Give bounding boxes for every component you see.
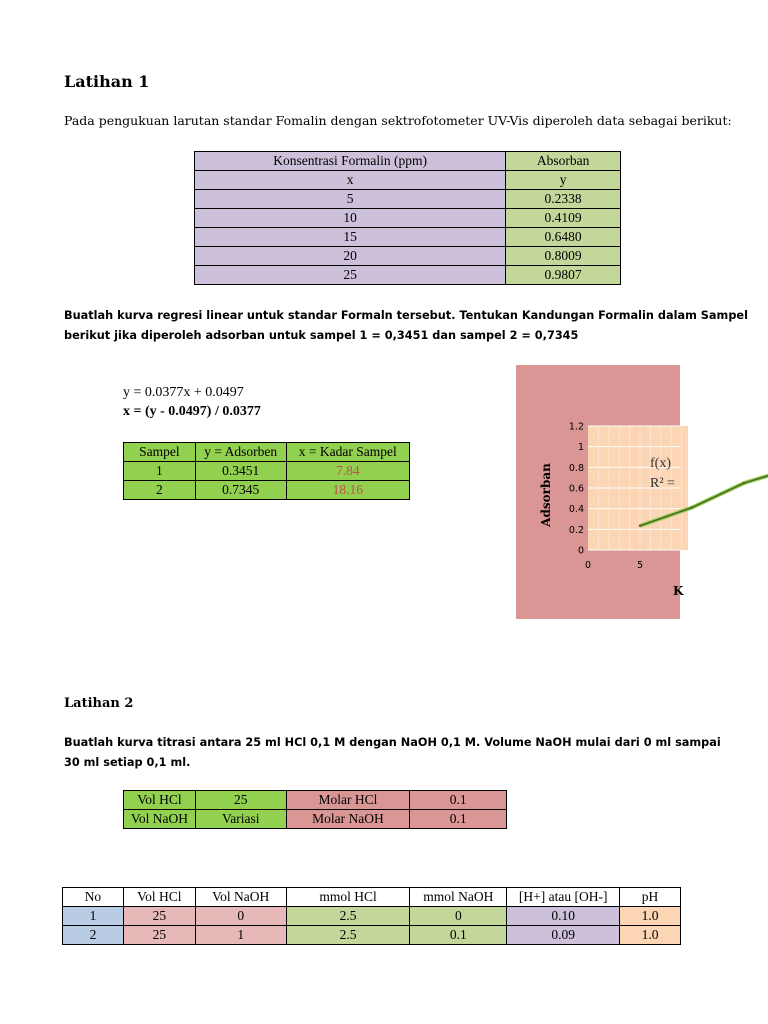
chart-x-tick-label: 0 [584, 560, 592, 571]
titration-vol-naoh: 0 [195, 907, 286, 926]
titration-vol-hcl: 25 [123, 926, 195, 945]
sample-table [123, 442, 410, 500]
chart-y-tick-label: 1 [577, 442, 584, 454]
titration-header: No [63, 888, 124, 907]
standard-y: 0.4109 [506, 209, 621, 228]
standard-header-concentration: Konsentrasi Formalin (ppm) [195, 152, 506, 171]
table-row [124, 481, 410, 500]
titration-concentration: 0.10 [507, 907, 620, 926]
chart-x-tick-label: 5 [636, 560, 644, 571]
latihan2-task-line1: Buatlah kurva titrasi antara 25 ml HCl 0,1 M dengan NaOH 0,1 M. Volume NaOH mulai dari 0 ml sampai [64, 736, 721, 749]
chart-y-axis-label: Adsorban [539, 463, 553, 527]
sample-id: 1 [124, 462, 196, 481]
table-row [124, 462, 410, 481]
titration-header: mmol HCl [286, 888, 410, 907]
param-label: Molar NaOH [286, 810, 410, 829]
chart-y-tick-label: 0.8 [568, 462, 584, 474]
param-label: Molar HCl [286, 791, 410, 810]
titration-vol-naoh: 1 [195, 926, 286, 945]
chart-y-tick-label: 0.4 [568, 504, 584, 516]
chart-annotation-r2: R² = [650, 476, 675, 491]
param-value: 0.1 [410, 791, 507, 810]
param-label: Vol NaOH [124, 810, 196, 829]
standard-table [194, 151, 621, 285]
table-row [63, 926, 681, 945]
sample-header: x = Kadar Sampel [286, 443, 409, 462]
latihan1-title: Latihan 1 [64, 72, 150, 91]
sample-header: y = Adsorben [195, 443, 286, 462]
sample-absorbance: 0.7345 [195, 481, 286, 500]
standard-x: 15 [195, 228, 506, 247]
standard-header-absorban: Absorban [506, 152, 621, 171]
titration-header: mmol NaOH [410, 888, 507, 907]
chart-annotation-fx: f(x) [650, 456, 671, 471]
latihan1-task-line1: Buatlah kurva regresi linear untuk standar Formaln tersebut. Tentukan Kandungan Formalin dalam Sampel [64, 309, 748, 322]
titration-no: 2 [63, 926, 124, 945]
sample-absorbance: 0.3451 [195, 462, 286, 481]
standard-x: 20 [195, 247, 506, 266]
chart-data-point [743, 482, 745, 484]
titration-header-row [63, 888, 681, 907]
titration-ph: 1.0 [620, 926, 681, 945]
titration-mmol-hcl: 2.5 [286, 907, 410, 926]
titration-mmol-hcl: 2.5 [286, 926, 410, 945]
regression-equation: y = 0.0377x + 0.0497 [123, 385, 244, 400]
titration-concentration: 0.09 [507, 926, 620, 945]
table-row [195, 190, 621, 209]
sample-header: Sampel [124, 443, 196, 462]
table-row [195, 228, 621, 247]
chart-x-axis-label: K [673, 584, 684, 598]
titration-header: Vol NaOH [195, 888, 286, 907]
standard-y: 0.2338 [506, 190, 621, 209]
table-row [124, 810, 507, 829]
sample-concentration: 18.16 [286, 481, 409, 500]
titration-header: Vol HCl [123, 888, 195, 907]
standard-y: 0.8009 [506, 247, 621, 266]
table-row [195, 247, 621, 266]
latihan2-task-line2: 30 ml setiap 0,1 ml. [64, 756, 191, 769]
latihan2-title: Latihan 2 [64, 696, 134, 711]
calibration-chart [516, 365, 684, 619]
standard-y: 0.6480 [506, 228, 621, 247]
calibration-chart-svg [516, 365, 684, 619]
standard-y: 0.9807 [506, 266, 621, 285]
titration-vol-hcl: 25 [123, 907, 195, 926]
latihan1-intro: Pada pengukuan larutan standar Fomalin dengan sektrofotometer UV-Vis diperoleh data sebagai berikut: [64, 113, 732, 128]
titration-header: [H+] atau [OH-] [507, 888, 620, 907]
param-value: Variasi [195, 810, 286, 829]
titration-no: 1 [63, 907, 124, 926]
titration-mmol-naoh: 0.1 [410, 926, 507, 945]
sample-concentration: 7.84 [286, 462, 409, 481]
sample-id: 2 [124, 481, 196, 500]
chart-data-point [691, 506, 693, 508]
titration-ph: 1.0 [620, 907, 681, 926]
standard-x: 25 [195, 266, 506, 285]
parameter-table [123, 790, 507, 829]
table-row [63, 907, 681, 926]
standard-x: 10 [195, 209, 506, 228]
chart-data-point [639, 525, 641, 527]
chart-y-tick-label: 0 [577, 545, 584, 557]
standard-subheader-y: y [506, 171, 621, 190]
param-value: 25 [195, 791, 286, 810]
titration-header: pH [620, 888, 681, 907]
table-row [195, 209, 621, 228]
inverse-equation: x = (y - 0.0497) / 0.0377 [123, 404, 261, 419]
chart-y-tick-label: 0.6 [568, 483, 584, 495]
latihan1-task-line2: berikut jika diperoleh adsorban untuk sampel 1 = 0,3451 dan sampel 2 = 0,7345 [64, 329, 579, 342]
chart-y-tick-label: 0.2 [568, 524, 584, 536]
titration-mmol-naoh: 0 [410, 907, 507, 926]
standard-subheader-x: x [195, 171, 506, 190]
table-row [195, 266, 621, 285]
titration-table [62, 887, 681, 945]
standard-x: 5 [195, 190, 506, 209]
param-value: 0.1 [410, 810, 507, 829]
chart-y-tick-label: 1.2 [568, 421, 584, 433]
table-row [124, 791, 507, 810]
param-label: Vol HCl [124, 791, 196, 810]
